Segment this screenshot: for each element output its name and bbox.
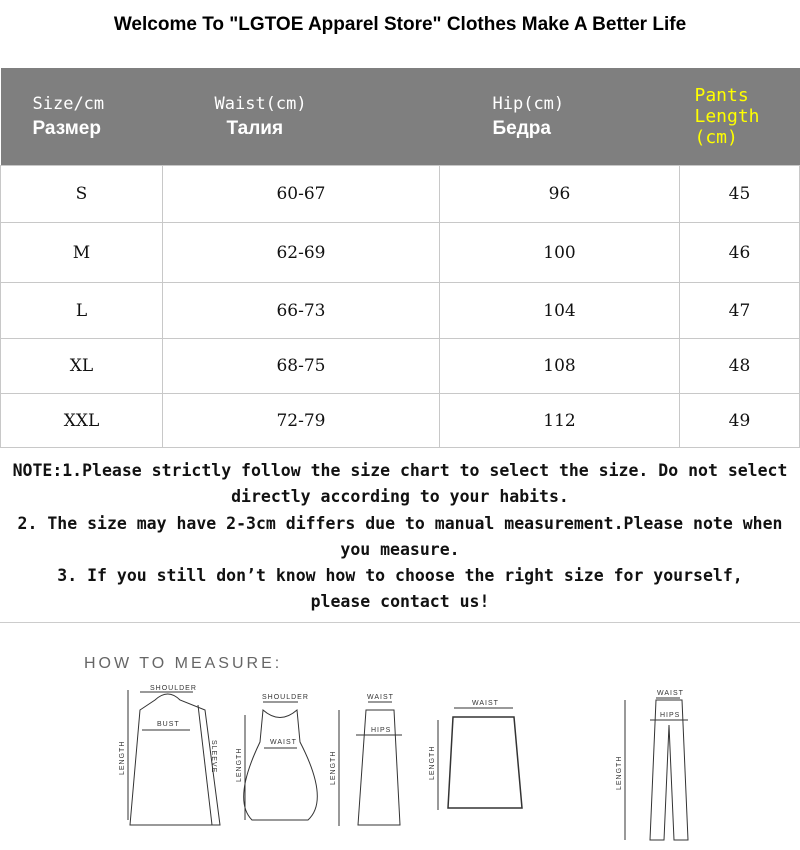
header-pants-length-en: Pants Length (cm) — [694, 85, 760, 148]
svg-text:WAIST: WAIST — [657, 690, 684, 697]
jacket-illustration — [119, 685, 220, 825]
svg-text:WAIST: WAIST — [367, 694, 394, 701]
cell-size: L — [1, 283, 163, 339]
cell-pants-length: 48 — [680, 339, 800, 394]
cell-hip: 96 — [440, 166, 680, 223]
svg-text:HIPS: HIPS — [660, 712, 681, 719]
svg-text:LENGTH: LENGTH — [236, 747, 243, 782]
shorts-illustration — [429, 700, 522, 810]
table-row — [1, 223, 800, 283]
header-waist — [163, 68, 440, 166]
svg-text:LENGTH: LENGTH — [119, 740, 126, 775]
cell-waist: 60-67 — [163, 166, 440, 223]
cell-size: XL — [1, 339, 163, 394]
cell-pants-length: 49 — [680, 394, 800, 448]
svg-text:LENGTH: LENGTH — [330, 750, 337, 785]
table-row — [1, 283, 800, 339]
svg-text:LENGTH: LENGTH — [616, 755, 623, 790]
svg-text:WAIST: WAIST — [270, 739, 297, 746]
header-pants-length — [680, 68, 800, 166]
cell-hip: 100 — [440, 223, 680, 283]
header-hip-en: Hip(cm) — [492, 93, 565, 114]
cell-waist: 62-69 — [163, 223, 440, 283]
table-row — [1, 394, 800, 448]
cell-size: XXL — [1, 394, 163, 448]
cell-size: M — [1, 223, 163, 283]
header-hip — [440, 68, 680, 166]
header-waist-en: Waist(cm) — [214, 93, 307, 114]
header-hip-ru: Бедра — [492, 117, 551, 139]
cell-hip: 108 — [440, 339, 680, 394]
size-chart-table — [0, 68, 800, 448]
skirt-illustration — [330, 694, 402, 826]
cell-hip: 104 — [440, 283, 680, 339]
cell-size: S — [1, 166, 163, 223]
pants-illustration — [616, 690, 688, 840]
cell-waist: 72-79 — [163, 394, 440, 448]
table-header-row — [1, 68, 800, 166]
cell-waist: 66-73 — [163, 283, 440, 339]
note-2: 2. The size may have 2-3cm differs due to manual measurement.Please note when you measure. — [17, 513, 783, 559]
svg-text:LENGTH: LENGTH — [429, 745, 436, 780]
cell-pants-length: 46 — [680, 223, 800, 283]
header-waist-ru: Талия — [226, 117, 284, 139]
header-size-ru: Размер — [32, 117, 101, 139]
dress-illustration — [236, 694, 317, 820]
svg-text:SHOULDER: SHOULDER — [262, 694, 309, 701]
note-1: NOTE:1.Please strictly follow the size chart to select the size. Do not select directly according to your habits. — [12, 461, 788, 507]
table-row — [1, 339, 800, 394]
measure-illustrations — [80, 680, 720, 850]
svg-text:SLEEVE: SLEEVE — [210, 740, 217, 774]
cell-pants-length: 47 — [680, 283, 800, 339]
size-note — [6, 458, 794, 616]
store-title: Welcome To "LGTOE Apparel Store" Clothes Make A Better Life — [113, 14, 687, 35]
svg-text:SHOULDER: SHOULDER — [150, 685, 197, 692]
note-3: 3. If you still don’t know how to choose the right size for yourself, please contact us! — [57, 566, 743, 612]
how-to-measure-heading: HOW TO MEASURE: — [84, 655, 283, 672]
header-size-en: Size/cm — [32, 93, 105, 114]
cell-pants-length: 45 — [680, 166, 800, 223]
cell-hip: 112 — [440, 394, 680, 448]
svg-text:BUST: BUST — [157, 721, 180, 728]
header-size — [1, 68, 163, 166]
cell-waist: 68-75 — [163, 339, 440, 394]
svg-text:HIPS: HIPS — [371, 727, 392, 734]
table-row — [1, 166, 800, 223]
divider — [0, 622, 800, 623]
svg-text:WAIST: WAIST — [472, 700, 499, 707]
